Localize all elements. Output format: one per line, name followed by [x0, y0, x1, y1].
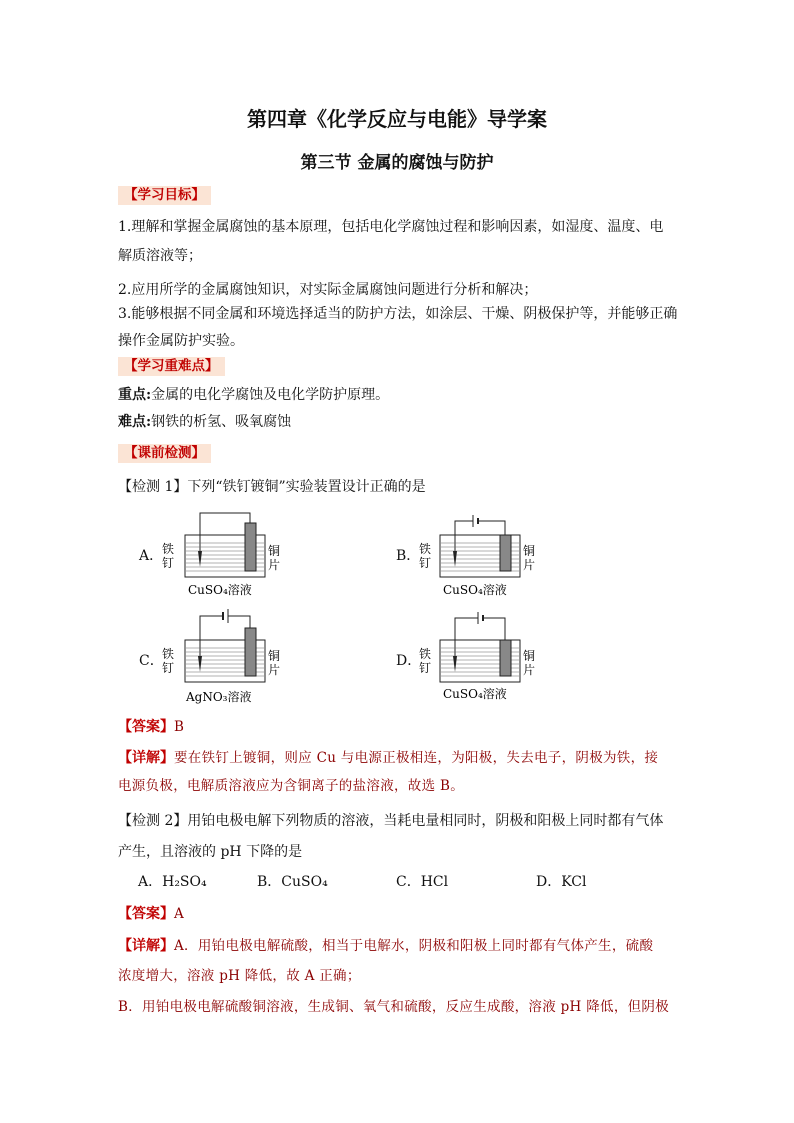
q1-detail-label: 【详解】 [118, 750, 174, 766]
goal-1-line-2: 解质溶液等； [118, 248, 202, 264]
goal-3-line-2: 操作金属防护实验。 [118, 333, 244, 349]
option-b-right-label-2: 片 [523, 558, 536, 572]
goal-2: 2.应用所学的金属腐蚀知识，对实际金属腐蚀问题进行分析和解决； [118, 282, 538, 298]
option-c-solution: AgNO₃溶液 [186, 690, 252, 704]
option-c-left-label-2: 钉 [162, 661, 175, 675]
option-a-right-label-2: 片 [268, 558, 281, 572]
q2-detail-label: 【详解】 [118, 938, 174, 954]
option-d-solution: CuSO₄溶液 [443, 687, 507, 701]
focus-line [118, 385, 688, 405]
difficulty-text: 钢铁的析氢、吸氧腐蚀 [151, 414, 292, 430]
goal-3-line-1: 3.能够根据不同金属和环境选择适当的防护方法，如涂层、干燥、阴极保护等，并能够正确 [118, 306, 678, 322]
difficulty-label: 难点: [118, 414, 152, 430]
option-a-solution: CuSO₄溶液 [188, 583, 252, 597]
q2-answer-value: A [174, 906, 185, 922]
option-c-right-label-1: 铜 [268, 649, 281, 663]
option-d-right-label-1: 铜 [523, 649, 536, 663]
q1-prompt: 【检测 1】下列“铁钉镀铜”实验装置设计正确的是 [118, 479, 426, 495]
diagram-a [160, 505, 300, 600]
q2-option-d: D．KCl [536, 874, 587, 890]
option-d-left-label-2: 钉 [419, 661, 432, 675]
option-b-left-label-1: 铁 [419, 542, 432, 556]
goal-1-line-1: 1.理解和掌握金属腐蚀的基本原理，包括电化学腐蚀过程和影响因素，如湿度、温度、电 [118, 219, 664, 235]
q2-detail-text-1: A．用铂电极电解硫酸，相当于电解水，阴极和阳极上同时都有气体产生，硫酸 [174, 938, 654, 954]
option-a-left-label-2: 钉 [162, 556, 175, 570]
pretest-tag: 【课前检测】 [118, 444, 211, 463]
option-a-right-label-1: 铜 [268, 544, 281, 558]
option-b-solution: CuSO₄溶液 [443, 583, 507, 597]
option-d-letter: D． [396, 653, 422, 669]
q2-prompt-line-2: 产生，且溶液的 pH 下降的是 [118, 844, 303, 860]
q2-option-c: C．HCl [396, 874, 449, 890]
q2-answer [118, 904, 688, 924]
option-b-left-label-2: 钉 [419, 556, 432, 570]
option-c-right-label-2: 片 [268, 663, 281, 677]
option-c-letter: C． [139, 653, 164, 669]
q2-prompt-line-1: 【检测 2】用铂电极电解下列物质的溶液，当耗电量相同时，阴极和阳极上同时都有气体 [118, 813, 664, 829]
focus-label: 重点: [118, 387, 152, 403]
option-c-left-label-1: 铁 [162, 647, 175, 661]
diagram-d [415, 608, 555, 706]
diagram-b [415, 505, 555, 600]
option-b-letter: B． [396, 548, 421, 564]
diagram-c [160, 608, 300, 706]
q1-detail-line-2: 电源负极，电解质溶液应为含铜离子的盐溶液，故选 B。 [118, 778, 465, 794]
q1-answer-value: B [174, 719, 185, 735]
section-title: 第三节 金属的腐蚀与防护 [300, 153, 494, 173]
option-d-left-label-1: 铁 [419, 647, 432, 661]
q2-detail-line-3: B．用铂电极电解硫酸铜溶液，生成铜、氧气和硫酸，反应生成酸，溶液 pH 降低，但阴极 [118, 999, 670, 1015]
q1-answer-label: 【答案】 [118, 719, 174, 735]
q2-detail-line-2: 浓度增大，溶液 pH 降低，故 A 正确； [118, 968, 361, 984]
key-points-tag: 【学习重难点】 [118, 357, 225, 376]
learning-goals-tag: 【学习目标】 [118, 186, 211, 205]
difficulty-line [118, 412, 688, 432]
q2-option-b: B．CuSO₄ [257, 874, 328, 890]
option-b-right-label-1: 铜 [523, 544, 536, 558]
q1-detail-text-1: 要在铁钉上镀铜，则应 Cu 与电源正极相连，为阳极，失去电子，阴极为铁，接 [174, 750, 659, 766]
option-a-letter: A． [139, 548, 164, 564]
option-d-right-label-2: 片 [523, 663, 536, 677]
page-title: 第四章《化学反应与电能》导学案 [247, 107, 547, 131]
q2-answer-label: 【答案】 [118, 906, 174, 922]
q2-option-a: A．H₂SO₄ [138, 874, 207, 890]
option-a-left-label-1: 铁 [162, 542, 175, 556]
q1-detail-line-1 [118, 748, 688, 768]
focus-text: 金属的电化学腐蚀及电化学防护原理。 [151, 387, 390, 403]
q2-detail-line-1 [118, 936, 688, 956]
q1-answer [118, 717, 688, 737]
